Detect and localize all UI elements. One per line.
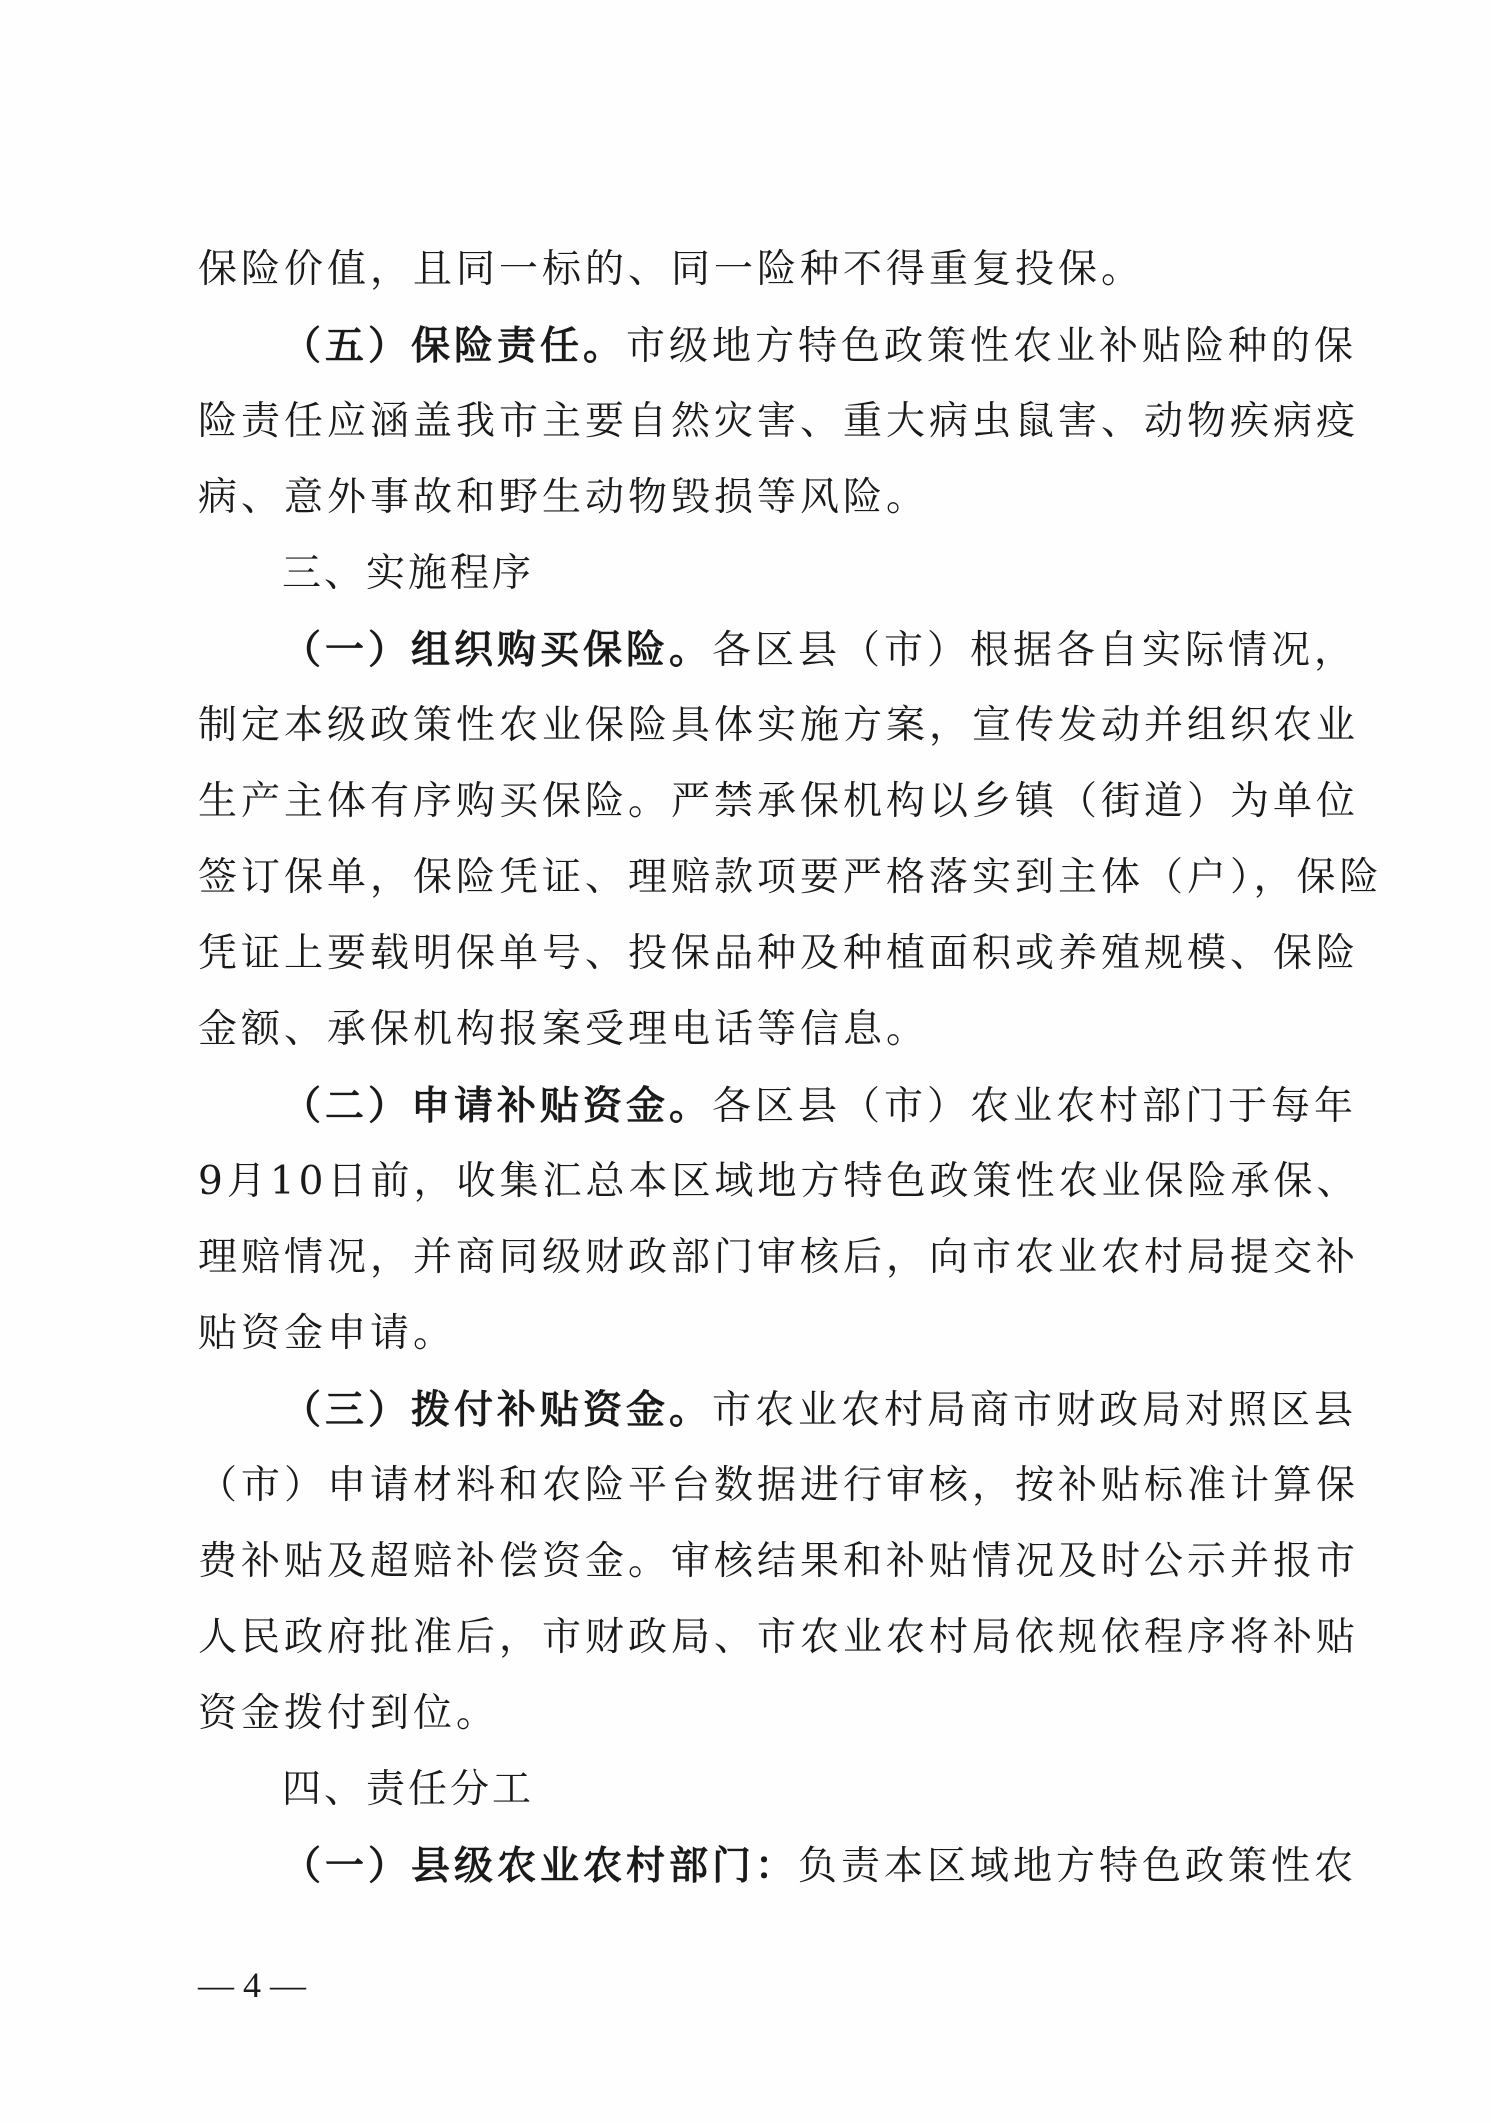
paragraph-line xyxy=(198,460,1293,536)
line-text: 市农业农村局商市财政局对照区县 xyxy=(712,1388,1358,1433)
line-text: 理赔情况，并商同级财政部门审核后，向市农业农村局提交补 xyxy=(198,1235,1360,1280)
line-text: 制定本级政策性农业保险具体实施方案，宣传发动并组织农业 xyxy=(198,703,1360,748)
subsection-lead: （二）申请补贴资金。 xyxy=(282,1083,713,1129)
paragraph-line xyxy=(198,1220,1360,1296)
line-text: 病、意外事故和野生动物毁损等风险。 xyxy=(198,475,930,520)
paragraph-line xyxy=(198,1296,1293,1372)
section-heading-implementation xyxy=(198,536,1293,612)
line-text: 签订保单，保险凭证、理赔款项要严格落实到主体（户），保险 xyxy=(198,855,1383,900)
line-text: 人民政府批准后，市财政局、市农业农村局依规依程序将补贴 xyxy=(198,1615,1360,1660)
line-text: 负责本区域地方特色政策性农 xyxy=(798,1844,1358,1889)
section-heading-responsibilities xyxy=(198,1752,1293,1828)
paragraph-line xyxy=(198,992,1293,1068)
paragraph-line xyxy=(198,1524,1360,1600)
line-text: 生产主体有序购买保险。严禁承保机构以乡镇（街道）为单位 xyxy=(198,779,1360,824)
body-text xyxy=(198,232,1383,1904)
line-text: 费补贴及超赔补偿资金。审核结果和补贴情况及时公示并报市 xyxy=(198,1539,1360,1584)
subsection-apply-subsidy xyxy=(198,1068,1358,1144)
paragraph-line xyxy=(198,384,1360,460)
paragraph-line xyxy=(198,840,1383,916)
paragraph-line xyxy=(198,688,1360,764)
line-text: 金额、承保机构报案受理电话等信息。 xyxy=(198,1007,930,1052)
line-text: 各区县（市）农业农村部门于每年 xyxy=(712,1084,1358,1129)
paragraph-line xyxy=(198,1600,1360,1676)
paragraph-line xyxy=(198,1448,1360,1524)
subsection-lead: （五）保险责任。 xyxy=(282,323,627,369)
subsection-allocate-subsidy xyxy=(198,1372,1358,1448)
subsection-lead: （一）组织购买保险。 xyxy=(282,627,713,673)
subsection-purchase-insurance xyxy=(198,612,1358,688)
line-text: 市级地方特色政策性农业补贴险种的保 xyxy=(626,324,1358,369)
line-text: 险责任应涵盖我市主要自然灾害、重大病虫鼠害、动物疾病疫 xyxy=(198,399,1360,444)
paragraph-line xyxy=(198,1676,1293,1752)
section-heading: 三、实施程序 xyxy=(282,551,535,596)
paragraph-line xyxy=(198,916,1360,992)
section-heading: 四、责任分工 xyxy=(282,1767,535,1812)
line-text: 凭证上要载明保单号、投保品种及种植面积或养殖规模、保险 xyxy=(198,931,1360,976)
paragraph-line xyxy=(198,1144,1360,1220)
line-text: 贴资金申请。 xyxy=(198,1311,457,1356)
subsection-lead: （三）拨付补贴资金。 xyxy=(282,1387,713,1433)
line-text: 资金拨付到位。 xyxy=(198,1691,500,1736)
page-number: — 4 — xyxy=(198,1965,306,2005)
subsection-lead: （一）县级农业农村部门： xyxy=(282,1843,799,1889)
line-text: 9月10日前，收集汇总本区域地方特色政策性农业保险承保、 xyxy=(198,1159,1360,1204)
paragraph-line xyxy=(198,232,1293,308)
line-text: （市）申请材料和农险平台数据进行审核，按补贴标准计算保 xyxy=(198,1463,1360,1508)
line-text: 保险价值，且同一标的、同一险种不得重复投保。 xyxy=(198,247,1145,292)
subsection-county-agriculture-dept xyxy=(198,1828,1358,1904)
paragraph-line xyxy=(198,764,1360,840)
section-five-insurance-liability xyxy=(198,308,1358,384)
line-text: 各区县（市）根据各自实际情况， xyxy=(712,628,1358,673)
